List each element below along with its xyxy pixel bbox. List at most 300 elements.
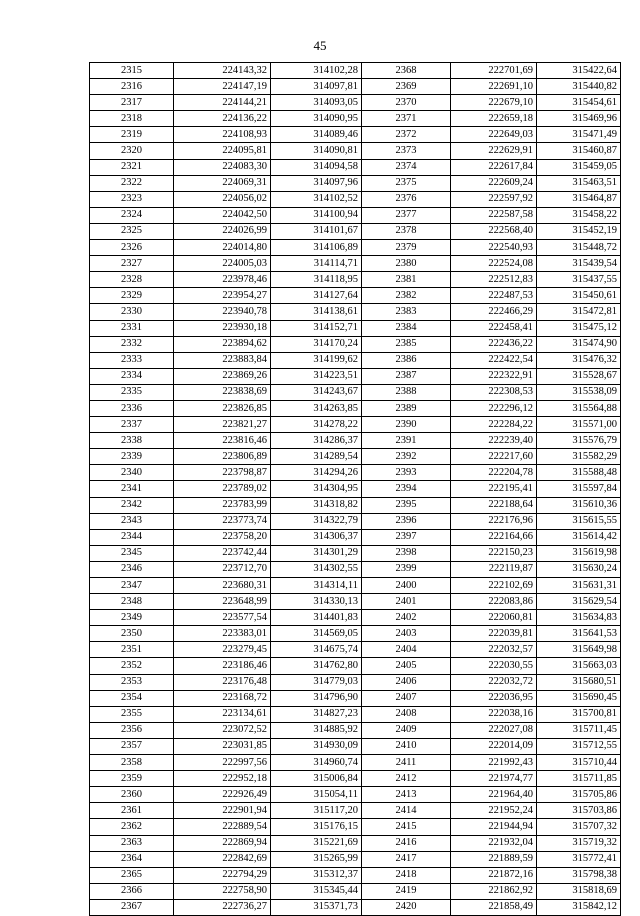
point-number-right: 2400 — [362, 578, 451, 594]
point-number-left: 2341 — [90, 481, 174, 497]
x-coordinate-left: 223798,87 — [174, 465, 271, 481]
point-number-left: 2357 — [90, 738, 174, 754]
x-coordinate-right: 222308,53 — [451, 384, 537, 400]
y-coordinate-right: 315630,24 — [537, 561, 621, 577]
y-coordinate-right: 315680,51 — [537, 674, 621, 690]
x-coordinate-right: 222691,10 — [451, 79, 537, 95]
point-number-right: 2379 — [362, 240, 451, 256]
x-coordinate-left: 223816,46 — [174, 433, 271, 449]
x-coordinate-right: 222609,24 — [451, 175, 537, 191]
point-number-left: 2325 — [90, 223, 174, 239]
point-number-left: 2330 — [90, 304, 174, 320]
x-coordinate-right: 222466,29 — [451, 304, 537, 320]
x-coordinate-left: 222926,49 — [174, 787, 271, 803]
y-coordinate-right: 315452,19 — [537, 223, 621, 239]
x-coordinate-right: 222032,72 — [451, 674, 537, 690]
x-coordinate-right: 222458,41 — [451, 320, 537, 336]
table-row — [90, 433, 621, 449]
table-row — [90, 642, 621, 658]
y-coordinate-right: 315710,44 — [537, 755, 621, 771]
x-coordinate-right: 222436,22 — [451, 336, 537, 352]
x-coordinate-left: 223186,46 — [174, 658, 271, 674]
y-coordinate-right: 315634,83 — [537, 610, 621, 626]
table-row — [90, 529, 621, 545]
point-number-right: 2406 — [362, 674, 451, 690]
point-number-right: 2383 — [362, 304, 451, 320]
x-coordinate-right: 222568,40 — [451, 223, 537, 239]
point-number-right: 2384 — [362, 320, 451, 336]
table-row — [90, 867, 621, 883]
point-number-left: 2326 — [90, 240, 174, 256]
point-number-left: 2333 — [90, 352, 174, 368]
point-number-right: 2376 — [362, 191, 451, 207]
x-coordinate-right: 222659,18 — [451, 111, 537, 127]
x-coordinate-right: 222027,08 — [451, 722, 537, 738]
y-coordinate-right: 315631,31 — [537, 578, 621, 594]
x-coordinate-right: 222176,96 — [451, 513, 537, 529]
table-row — [90, 626, 621, 642]
y-coordinate-left: 314286,37 — [271, 433, 362, 449]
y-coordinate-right: 315459,05 — [537, 159, 621, 175]
point-number-left: 2328 — [90, 272, 174, 288]
table-row — [90, 207, 621, 223]
point-number-left: 2340 — [90, 465, 174, 481]
x-coordinate-right: 222629,91 — [451, 143, 537, 159]
point-number-left: 2322 — [90, 175, 174, 191]
y-coordinate-right: 315476,32 — [537, 352, 621, 368]
point-number-right: 2370 — [362, 95, 451, 111]
table-row — [90, 738, 621, 754]
point-number-left: 2358 — [90, 755, 174, 771]
y-coordinate-right: 315450,61 — [537, 288, 621, 304]
y-coordinate-right: 315471,49 — [537, 127, 621, 143]
point-number-right: 2407 — [362, 690, 451, 706]
point-number-right: 2378 — [362, 223, 451, 239]
point-number-right: 2377 — [362, 207, 451, 223]
y-coordinate-left: 314089,46 — [271, 127, 362, 143]
y-coordinate-left: 314114,71 — [271, 256, 362, 272]
x-coordinate-left: 223838,69 — [174, 384, 271, 400]
coordinates-table-body — [90, 63, 621, 916]
table-row — [90, 513, 621, 529]
point-number-right: 2398 — [362, 545, 451, 561]
x-coordinate-right: 222587,58 — [451, 207, 537, 223]
point-number-right: 2372 — [362, 127, 451, 143]
point-number-left: 2327 — [90, 256, 174, 272]
table-row — [90, 722, 621, 738]
point-number-left: 2338 — [90, 433, 174, 449]
x-coordinate-left: 222869,94 — [174, 835, 271, 851]
table-row — [90, 223, 621, 239]
x-coordinate-left: 222842,69 — [174, 851, 271, 867]
point-number-right: 2401 — [362, 594, 451, 610]
point-number-left: 2342 — [90, 497, 174, 513]
point-number-right: 2392 — [362, 449, 451, 465]
x-coordinate-right: 222164,66 — [451, 529, 537, 545]
y-coordinate-left: 314796,90 — [271, 690, 362, 706]
x-coordinate-right: 222188,64 — [451, 497, 537, 513]
y-coordinate-right: 315707,32 — [537, 819, 621, 835]
table-row — [90, 63, 621, 79]
point-number-right: 2387 — [362, 368, 451, 384]
point-number-left: 2346 — [90, 561, 174, 577]
point-number-left: 2351 — [90, 642, 174, 658]
point-number-right: 2408 — [362, 706, 451, 722]
y-coordinate-right: 315641,53 — [537, 626, 621, 642]
y-coordinate-left: 315117,20 — [271, 803, 362, 819]
point-number-right: 2404 — [362, 642, 451, 658]
y-coordinate-right: 315582,29 — [537, 449, 621, 465]
point-number-right: 2413 — [362, 787, 451, 803]
y-coordinate-left: 314223,51 — [271, 368, 362, 384]
table-row — [90, 79, 621, 95]
x-coordinate-right: 221944,94 — [451, 819, 537, 835]
point-number-left: 2366 — [90, 883, 174, 899]
x-coordinate-right: 221862,92 — [451, 883, 537, 899]
x-coordinate-right: 221952,24 — [451, 803, 537, 819]
point-number-left: 2335 — [90, 384, 174, 400]
y-coordinate-left: 314152,71 — [271, 320, 362, 336]
y-coordinate-left: 314294,26 — [271, 465, 362, 481]
x-coordinate-right: 222597,92 — [451, 191, 537, 207]
table-row — [90, 561, 621, 577]
y-coordinate-left: 315312,37 — [271, 867, 362, 883]
table-row — [90, 111, 621, 127]
x-coordinate-right: 222038,16 — [451, 706, 537, 722]
y-coordinate-left: 314100,94 — [271, 207, 362, 223]
y-coordinate-left: 314138,61 — [271, 304, 362, 320]
point-number-right: 2417 — [362, 851, 451, 867]
x-coordinate-right: 222217,60 — [451, 449, 537, 465]
x-coordinate-left: 223930,18 — [174, 320, 271, 336]
point-number-left: 2360 — [90, 787, 174, 803]
x-coordinate-right: 222119,87 — [451, 561, 537, 577]
y-coordinate-right: 315460,87 — [537, 143, 621, 159]
point-number-left: 2320 — [90, 143, 174, 159]
y-coordinate-left: 314263,85 — [271, 400, 362, 416]
y-coordinate-right: 315649,98 — [537, 642, 621, 658]
table-row — [90, 127, 621, 143]
point-number-right: 2380 — [362, 256, 451, 272]
table-row — [90, 819, 621, 835]
table-row — [90, 803, 621, 819]
y-coordinate-left: 314102,52 — [271, 191, 362, 207]
point-number-left: 2365 — [90, 867, 174, 883]
table-row — [90, 417, 621, 433]
point-number-right: 2388 — [362, 384, 451, 400]
x-coordinate-left: 223954,27 — [174, 288, 271, 304]
y-coordinate-left: 314330,13 — [271, 594, 362, 610]
table-row — [90, 400, 621, 416]
table-row — [90, 191, 621, 207]
y-coordinate-right: 315538,09 — [537, 384, 621, 400]
y-coordinate-left: 315371,73 — [271, 899, 362, 915]
x-coordinate-left: 223072,52 — [174, 722, 271, 738]
table-row — [90, 143, 621, 159]
point-number-left: 2339 — [90, 449, 174, 465]
y-coordinate-right: 315474,90 — [537, 336, 621, 352]
table-row — [90, 272, 621, 288]
table-row — [90, 95, 621, 111]
x-coordinate-right: 222701,69 — [451, 63, 537, 79]
y-coordinate-left: 314278,22 — [271, 417, 362, 433]
point-number-left: 2337 — [90, 417, 174, 433]
y-coordinate-right: 315705,86 — [537, 787, 621, 803]
x-coordinate-right: 221872,16 — [451, 867, 537, 883]
point-number-left: 2352 — [90, 658, 174, 674]
point-number-right: 2416 — [362, 835, 451, 851]
x-coordinate-right: 222032,57 — [451, 642, 537, 658]
x-coordinate-left: 224056,02 — [174, 191, 271, 207]
y-coordinate-right: 315437,55 — [537, 272, 621, 288]
x-coordinate-left: 223758,20 — [174, 529, 271, 545]
y-coordinate-right: 315469,96 — [537, 111, 621, 127]
x-coordinate-left: 223742,44 — [174, 545, 271, 561]
table-row — [90, 674, 621, 690]
point-number-left: 2348 — [90, 594, 174, 610]
y-coordinate-right: 315571,00 — [537, 417, 621, 433]
x-coordinate-left: 224014,80 — [174, 240, 271, 256]
table-row — [90, 690, 621, 706]
point-number-left: 2354 — [90, 690, 174, 706]
x-coordinate-left: 222794,29 — [174, 867, 271, 883]
point-number-right: 2405 — [362, 658, 451, 674]
page-number: 45 — [313, 38, 327, 53]
point-number-right: 2409 — [362, 722, 451, 738]
x-coordinate-left: 224095,81 — [174, 143, 271, 159]
y-coordinate-left: 315054,11 — [271, 787, 362, 803]
point-number-right: 2399 — [362, 561, 451, 577]
x-coordinate-right: 222102,69 — [451, 578, 537, 594]
y-coordinate-right: 315719,32 — [537, 835, 621, 851]
point-number-right: 2389 — [362, 400, 451, 416]
y-coordinate-left: 314314,11 — [271, 578, 362, 594]
x-coordinate-left: 223712,70 — [174, 561, 271, 577]
x-coordinate-left: 222736,27 — [174, 899, 271, 915]
point-number-right: 2397 — [362, 529, 451, 545]
point-number-right: 2402 — [362, 610, 451, 626]
table-row — [90, 706, 621, 722]
x-coordinate-left: 224026,99 — [174, 223, 271, 239]
point-number-right: 2375 — [362, 175, 451, 191]
y-coordinate-right: 315588,48 — [537, 465, 621, 481]
y-coordinate-right: 315448,72 — [537, 240, 621, 256]
point-number-right: 2391 — [362, 433, 451, 449]
y-coordinate-left: 314097,81 — [271, 79, 362, 95]
point-number-left: 2317 — [90, 95, 174, 111]
table-row — [90, 755, 621, 771]
point-number-right: 2395 — [362, 497, 451, 513]
y-coordinate-left: 314127,64 — [271, 288, 362, 304]
x-coordinate-right: 222060,81 — [451, 610, 537, 626]
y-coordinate-left: 314827,23 — [271, 706, 362, 722]
y-coordinate-right: 315458,22 — [537, 207, 621, 223]
point-number-right: 2411 — [362, 755, 451, 771]
x-coordinate-left: 224144,21 — [174, 95, 271, 111]
table-row — [90, 899, 621, 915]
table-row — [90, 320, 621, 336]
x-coordinate-left: 223168,72 — [174, 690, 271, 706]
point-number-left: 2345 — [90, 545, 174, 561]
point-number-left: 2321 — [90, 159, 174, 175]
point-number-left: 2336 — [90, 400, 174, 416]
y-coordinate-right: 315610,36 — [537, 497, 621, 513]
x-coordinate-right: 222150,23 — [451, 545, 537, 561]
point-number-right: 2420 — [362, 899, 451, 915]
y-coordinate-left: 314302,55 — [271, 561, 362, 577]
x-coordinate-right: 222014,09 — [451, 738, 537, 754]
x-coordinate-right: 222204,78 — [451, 465, 537, 481]
point-number-left: 2316 — [90, 79, 174, 95]
table-row — [90, 256, 621, 272]
y-coordinate-left: 314090,95 — [271, 111, 362, 127]
point-number-left: 2319 — [90, 127, 174, 143]
table-row — [90, 497, 621, 513]
y-coordinate-left: 314401,83 — [271, 610, 362, 626]
y-coordinate-left: 314090,81 — [271, 143, 362, 159]
x-coordinate-left: 224005,03 — [174, 256, 271, 272]
x-coordinate-right: 222195,41 — [451, 481, 537, 497]
y-coordinate-left: 314243,67 — [271, 384, 362, 400]
table-row — [90, 787, 621, 803]
y-coordinate-left: 314102,28 — [271, 63, 362, 79]
y-coordinate-right: 315818,69 — [537, 883, 621, 899]
table-row — [90, 240, 621, 256]
table-row — [90, 481, 621, 497]
point-number-right: 2374 — [362, 159, 451, 175]
point-number-right: 2369 — [362, 79, 451, 95]
y-coordinate-right: 315597,84 — [537, 481, 621, 497]
y-coordinate-right: 315564,88 — [537, 400, 621, 416]
x-coordinate-left: 223826,85 — [174, 400, 271, 416]
table-row — [90, 352, 621, 368]
point-number-right: 2410 — [362, 738, 451, 754]
y-coordinate-left: 314106,89 — [271, 240, 362, 256]
point-number-right: 2403 — [362, 626, 451, 642]
table-row — [90, 771, 621, 787]
y-coordinate-left: 314304,95 — [271, 481, 362, 497]
table-row — [90, 304, 621, 320]
x-coordinate-right: 221932,04 — [451, 835, 537, 851]
y-coordinate-right: 315475,12 — [537, 320, 621, 336]
y-coordinate-right: 315629,54 — [537, 594, 621, 610]
table-row — [90, 336, 621, 352]
x-coordinate-left: 222889,54 — [174, 819, 271, 835]
y-coordinate-right: 315772,41 — [537, 851, 621, 867]
y-coordinate-right: 315576,79 — [537, 433, 621, 449]
x-coordinate-left: 222901,94 — [174, 803, 271, 819]
table-row — [90, 578, 621, 594]
y-coordinate-right: 315422,64 — [537, 63, 621, 79]
x-coordinate-left: 222952,18 — [174, 771, 271, 787]
x-coordinate-right: 222422,54 — [451, 352, 537, 368]
x-coordinate-right: 222030,55 — [451, 658, 537, 674]
point-number-left: 2315 — [90, 63, 174, 79]
table-row — [90, 288, 621, 304]
x-coordinate-left: 224042,50 — [174, 207, 271, 223]
x-coordinate-right: 222284,22 — [451, 417, 537, 433]
y-coordinate-left: 315221,69 — [271, 835, 362, 851]
y-coordinate-right: 315711,45 — [537, 722, 621, 738]
y-coordinate-left: 314569,05 — [271, 626, 362, 642]
point-number-left: 2364 — [90, 851, 174, 867]
coordinates-table — [89, 62, 621, 916]
x-coordinate-left: 223978,46 — [174, 272, 271, 288]
x-coordinate-left: 224136,22 — [174, 111, 271, 127]
point-number-left: 2356 — [90, 722, 174, 738]
table-row — [90, 594, 621, 610]
x-coordinate-right: 221964,40 — [451, 787, 537, 803]
point-number-right: 2385 — [362, 336, 451, 352]
y-coordinate-left: 314094,58 — [271, 159, 362, 175]
x-coordinate-right: 222036,95 — [451, 690, 537, 706]
point-number-right: 2396 — [362, 513, 451, 529]
point-number-right: 2368 — [362, 63, 451, 79]
x-coordinate-left: 223031,85 — [174, 738, 271, 754]
y-coordinate-left: 314097,96 — [271, 175, 362, 191]
y-coordinate-left: 314101,67 — [271, 223, 362, 239]
y-coordinate-left: 314093,05 — [271, 95, 362, 111]
x-coordinate-left: 223577,54 — [174, 610, 271, 626]
point-number-right: 2419 — [362, 883, 451, 899]
point-number-right: 2415 — [362, 819, 451, 835]
point-number-left: 2355 — [90, 706, 174, 722]
x-coordinate-right: 222487,53 — [451, 288, 537, 304]
y-coordinate-right: 315712,55 — [537, 738, 621, 754]
x-coordinate-left: 223806,89 — [174, 449, 271, 465]
point-number-left: 2350 — [90, 626, 174, 642]
table-row — [90, 465, 621, 481]
point-number-left: 2353 — [90, 674, 174, 690]
point-number-left: 2323 — [90, 191, 174, 207]
x-coordinate-right: 221858,49 — [451, 899, 537, 915]
table-row — [90, 658, 621, 674]
x-coordinate-left: 222997,56 — [174, 755, 271, 771]
y-coordinate-right: 315703,86 — [537, 803, 621, 819]
y-coordinate-right: 315440,82 — [537, 79, 621, 95]
x-coordinate-left: 223940,78 — [174, 304, 271, 320]
y-coordinate-right: 315619,98 — [537, 545, 621, 561]
x-coordinate-left: 223176,48 — [174, 674, 271, 690]
x-coordinate-right: 222039,81 — [451, 626, 537, 642]
y-coordinate-right: 315528,67 — [537, 368, 621, 384]
table-row — [90, 449, 621, 465]
table-row — [90, 384, 621, 400]
x-coordinate-left: 223279,45 — [174, 642, 271, 658]
x-coordinate-right: 222679,10 — [451, 95, 537, 111]
x-coordinate-left: 223383,01 — [174, 626, 271, 642]
y-coordinate-right: 315711,85 — [537, 771, 621, 787]
point-number-right: 2382 — [362, 288, 451, 304]
point-number-left: 2359 — [90, 771, 174, 787]
x-coordinate-right: 222322,91 — [451, 368, 537, 384]
point-number-left: 2367 — [90, 899, 174, 915]
x-coordinate-right: 222649,03 — [451, 127, 537, 143]
table-row — [90, 175, 621, 191]
point-number-left: 2334 — [90, 368, 174, 384]
y-coordinate-left: 314930,09 — [271, 738, 362, 754]
x-coordinate-left: 223789,02 — [174, 481, 271, 497]
y-coordinate-right: 315615,55 — [537, 513, 621, 529]
point-number-left: 2347 — [90, 578, 174, 594]
y-coordinate-left: 314675,74 — [271, 642, 362, 658]
x-coordinate-right: 222296,12 — [451, 400, 537, 416]
y-coordinate-left: 315176,15 — [271, 819, 362, 835]
point-number-right: 2371 — [362, 111, 451, 127]
point-number-right: 2386 — [362, 352, 451, 368]
y-coordinate-left: 314779,03 — [271, 674, 362, 690]
y-coordinate-left: 314762,80 — [271, 658, 362, 674]
